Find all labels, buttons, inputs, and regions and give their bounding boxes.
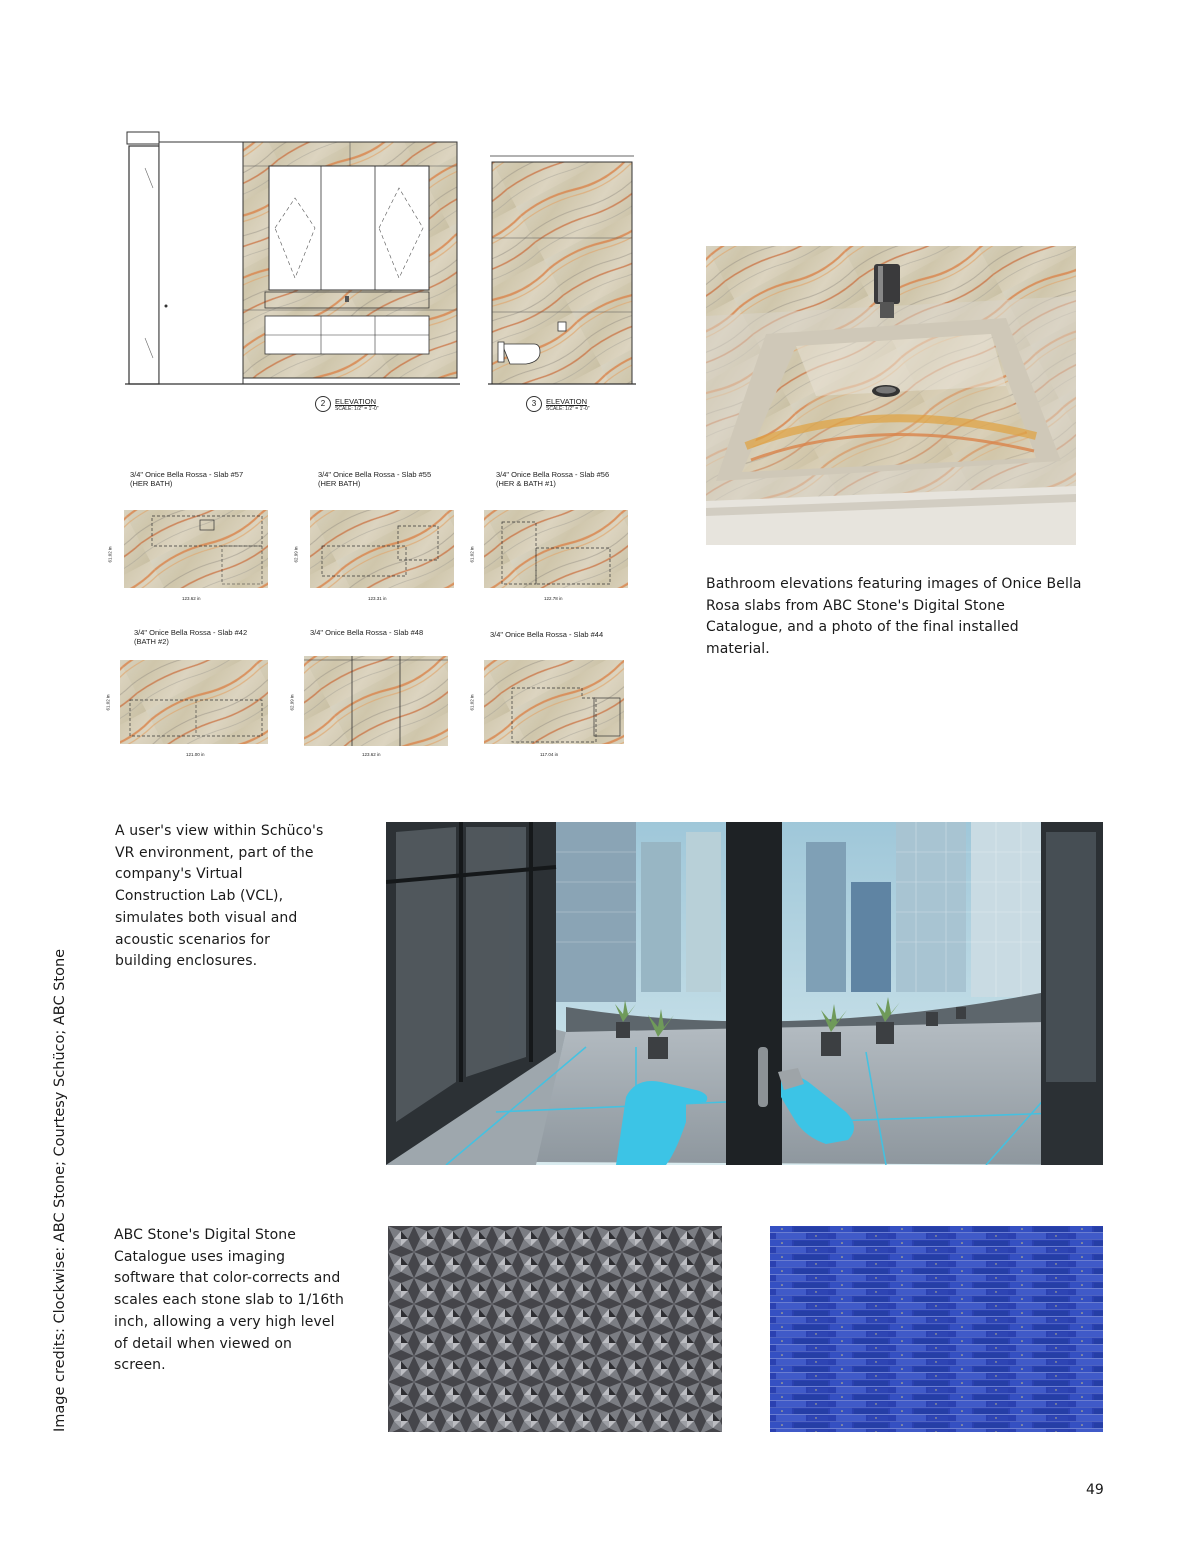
slab-height-label: 61.02 in xyxy=(107,546,113,563)
slab-card xyxy=(293,466,468,606)
slab-width-label: 121.00 in xyxy=(186,752,205,757)
slab-card xyxy=(469,466,648,606)
slab-width-label: 123.62 in xyxy=(362,752,381,757)
elevation-3-tag xyxy=(526,396,590,412)
elevation-3-scale: SCALE: 1/2" = 1'-0" xyxy=(546,405,590,412)
slab-card xyxy=(289,624,468,760)
slab-height-label: 61.02 in xyxy=(105,694,111,711)
vr-environment-image xyxy=(386,822,1103,1165)
catalogue-caption: ABC Stone's Digital Stone Catalogue uses imaging software that color-corrects and scales each stone slab to 1/16th inch, allowing a very high level of detail when viewed on screen. xyxy=(114,1227,344,1374)
elevation-2-number: 2 xyxy=(315,396,331,412)
slab-height-label: 61.02 in xyxy=(469,694,475,711)
sink-photo xyxy=(706,246,1076,545)
slab-card xyxy=(105,624,282,760)
slab-title: 3/4" Onice Bella Rossa - Slab #55 xyxy=(318,470,432,479)
slab-height-label: 62.99 in xyxy=(289,694,295,711)
slab-title: 3/4" Onice Bella Rossa - Slab #56 xyxy=(496,470,610,479)
elevation-2-tag xyxy=(315,396,379,412)
slab-card xyxy=(469,624,648,760)
lapis-stone-image xyxy=(770,1226,1103,1432)
elevation-3-label: ELEVATION xyxy=(546,396,587,406)
slab-subtitle: (BATH #2) xyxy=(134,637,169,646)
pearl-stone-image xyxy=(388,1226,722,1432)
slab-height-label: 62.99 in xyxy=(293,546,299,563)
bathroom-caption: Bathroom elevations featuring images of Onice Bella Rosa slabs from ABC Stone's Digital Stone Catalogue, and a photo of the final installed material. xyxy=(706,576,1082,658)
slab-card xyxy=(107,466,282,606)
slab-title: 3/4" Onice Bella Rossa - Slab #57 xyxy=(130,470,244,479)
slab-title: 3/4" Onice Bella Rossa - Slab #44 xyxy=(490,630,604,639)
slab-width-label: 122.78 in xyxy=(544,596,563,601)
slab-width-label: 123.62 in xyxy=(182,596,201,601)
slab-subtitle: (HER BATH) xyxy=(130,479,173,488)
elevation-drawing-3 xyxy=(488,154,636,412)
slab-title: 3/4" Onice Bella Rossa - Slab #48 xyxy=(310,628,424,637)
slab-subtitle: (HER & BATH #1) xyxy=(496,479,556,488)
vr-caption: A user's view within Schüco's VR environment, part of the company's Virtual Construction Lab (VCL), simulates both visual and acoustic scenarios for building enclosures. xyxy=(115,823,324,970)
page-number: 49 xyxy=(1086,1482,1104,1498)
slab-subtitle: (HER BATH) xyxy=(318,479,361,488)
elevation-2-scale: SCALE: 1/2" = 1'-0" xyxy=(335,405,379,412)
slab-title: 3/4" Onice Bella Rossa - Slab #42 xyxy=(134,628,248,637)
elevation-2-label: ELEVATION xyxy=(335,396,376,406)
slab-width-label: 123.31 in xyxy=(368,596,387,601)
elevation-3-number: 3 xyxy=(526,396,542,412)
image-credits: Image credits: Clockwise: ABC Stone; Courtesy Schüco; ABC Stone xyxy=(52,948,68,1432)
elevation-drawing-2 xyxy=(125,128,460,412)
slab-height-label: 61.02 in xyxy=(469,546,475,563)
slab-width-label: 117.04 in xyxy=(540,752,559,757)
